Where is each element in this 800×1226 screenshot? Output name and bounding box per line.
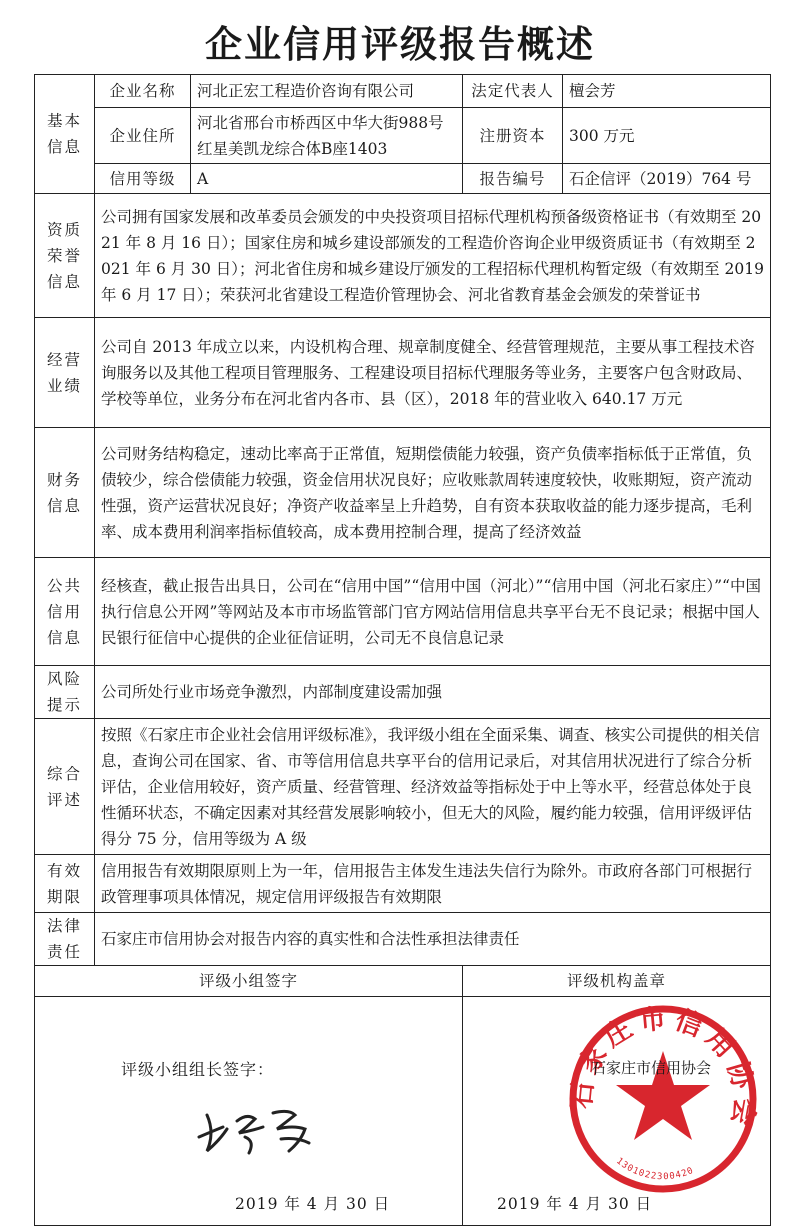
section-summary-label: 综合 评述 xyxy=(46,764,82,809)
leader-sign-label: 评级小组组长签字： xyxy=(121,1060,275,1079)
section-validity-label: 有效 期限 xyxy=(46,861,82,906)
section-risk-label: 风险 提示 xyxy=(46,670,82,714)
finance-text: 公司财务结构稳定，速动比率高于正常值，短期偿债能力较强，资产负债率指标低于正常值，负债较少，综合偿债能力较强，资金信用状况良好；应收账款周转速度较快，收账期短，资产流动性强，资产运营状况良好；净资产收益率呈上升趋势，自有资本获取收益的能力逐步提高，毛利率、成本费用利润率指标值较高，成本费用控制合理，提高了经济效益 xyxy=(95,428,771,558)
capital-label: 注册资本 xyxy=(463,108,563,164)
legal-text: 石家庄市信用协会对报告内容的真实性和合法性承担法律责任 xyxy=(95,913,771,966)
row-legal xyxy=(35,913,771,966)
row-grade xyxy=(35,164,771,194)
team-sign-area xyxy=(35,997,463,1226)
grade-label: 信用等级 xyxy=(95,164,191,194)
capital-value: 300 万元 xyxy=(563,108,771,164)
handwritten-signature xyxy=(185,1085,335,1165)
row-validity xyxy=(35,855,771,913)
risk-text: 公司所处行业市场竞争激烈，内部制度建设需加强 xyxy=(95,666,771,719)
row-company-name xyxy=(35,75,771,108)
row-operations xyxy=(35,318,771,428)
section-basic-title xyxy=(35,75,95,194)
section-qualification-title xyxy=(35,194,95,318)
row-qualification xyxy=(35,194,771,318)
report-title: 企业信用评级报告概述 xyxy=(205,23,595,66)
public-credit-text: 经核查，截止报告出具日，公司在“信用中国”“信用中国（河北）”“信用中国（河北石家庄）”“中国执行信息公开网”等网站及本市市场监管部门官方网站信用信息共享平台无不良记录；根据中国人民银行征信中心提供的企业征信证明，公司无不良信息记录 xyxy=(95,558,771,666)
org-stamp-area xyxy=(463,997,771,1226)
section-validity-title xyxy=(35,855,95,913)
section-operations-label: 经营 业绩 xyxy=(46,350,82,395)
row-risk xyxy=(35,666,771,719)
stamp-org-name: 石家庄市信用协会 xyxy=(565,1003,761,1134)
report-no-value: 石企信评（2019）764 号 xyxy=(563,164,771,194)
team-sign-date: 2019 年 4 月 30 日 xyxy=(235,1195,391,1213)
validity-text: 信用报告有效期限原则上为一年，信用报告主体发生违法失信行为除外。市政府各部门可根据行政管理事项具体情况，规定信用评级报告有效期限 xyxy=(95,855,771,913)
grade-value: A xyxy=(191,164,463,194)
section-public-credit-label: 公共 信用 信息 xyxy=(46,576,82,647)
section-legal-title xyxy=(35,913,95,966)
section-qualification-label: 资质 荣誉 信息 xyxy=(46,220,82,291)
row-address xyxy=(35,108,771,164)
row-summary xyxy=(35,719,771,855)
address-value: 河北省邢台市桥西区中华大街988号红星美凯龙综合体B座1403 xyxy=(191,108,463,164)
company-name-label: 企业名称 xyxy=(95,75,191,108)
org-printed-name: 石家庄市信用协会 xyxy=(591,1059,712,1077)
section-basic-label: 基本 信息 xyxy=(46,112,82,156)
section-summary-title xyxy=(35,719,95,855)
official-seal-stamp xyxy=(563,999,763,1199)
report-table xyxy=(34,74,771,1226)
row-signoff-headers xyxy=(35,966,771,997)
row-finance xyxy=(35,428,771,558)
row-signoff-areas xyxy=(35,997,771,1226)
company-name-value: 河北正宏工程造价咨询有限公司 xyxy=(191,75,463,108)
summary-text: 按照《石家庄市企业社会信用评级标准》，我评级小组在全面采集、调查、核实公司提供的相关信息，查询公司在国家、省、市等信用信息共享平台的信用记录后，对其信用状况进行了综合分析评估，企业信用较好，资产质量、经营管理、经济效益等指标处于中上等水平，经营总体处于良性循环状态，不确定因素对其经营发展影响较小，但无大的风险，履约能力较强，信用评级评估得分 75 分，信用等级为 A 级 xyxy=(95,719,771,855)
row-public-credit xyxy=(35,558,771,666)
operations-text: 公司自 2013 年成立以来，内设机构合理、规章制度健全、经营管理规范，主要从事工程技术咨询服务以及其他工程项目管理服务、工程建设项目招标代理服务等业务，主要客户包含财政局、学校等单位，业务分布在河北省内各市、县（区），2018 年的营业收入 640.17 万元 xyxy=(95,318,771,428)
qualification-text: 公司拥有国家发展和改革委员会颁发的中央投资项目招标代理机构预备级资格证书（有效期至 2021 年 8 月 16 日）；国家住房和城乡建设部颁发的工程造价咨询企业甲级资质证书（有效期至 2021 年 6 月 30 日）；河北省住房和城乡建设厅颁发的工程招标代理机构暂定级（有效期至 2019 年 6 月 17 日）；荣获河北省建设工程造价管理协会、河北省教育基金会颁发的荣誉证书 xyxy=(95,194,771,318)
section-risk-title xyxy=(35,666,95,719)
section-finance-label: 财务 信息 xyxy=(46,470,82,515)
section-legal-label: 法律 责任 xyxy=(46,917,82,961)
section-finance-title xyxy=(35,428,95,558)
address-label: 企业住所 xyxy=(95,108,191,164)
org-stamp-header: 评级机构盖章 xyxy=(463,966,771,997)
org-stamp-date: 2019 年 4 月 30 日 xyxy=(497,1195,653,1213)
team-sign-header: 评级小组签字 xyxy=(35,966,463,997)
section-public-credit-title xyxy=(35,558,95,666)
legal-rep-label: 法定代表人 xyxy=(463,75,563,108)
stamp-number: 1301022300420 xyxy=(614,1156,696,1183)
legal-rep-value: 檀会芳 xyxy=(563,75,771,108)
section-operations-title xyxy=(35,318,95,428)
report-no-label: 报告编号 xyxy=(463,164,563,194)
